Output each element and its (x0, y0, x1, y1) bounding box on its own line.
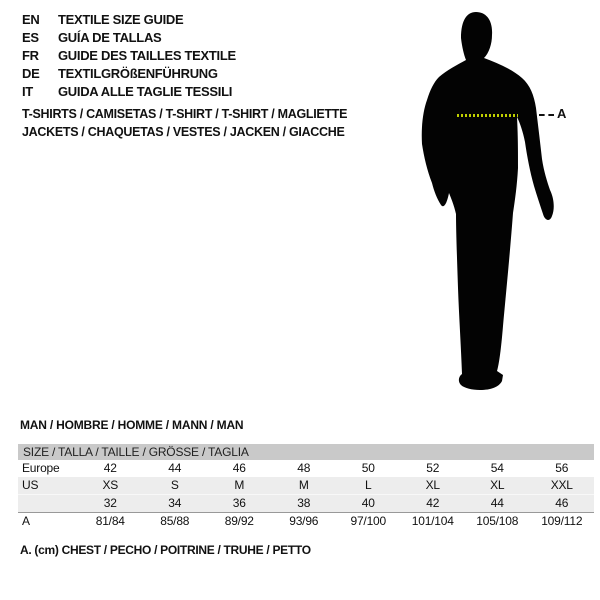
cell: XXL (530, 477, 595, 495)
cell: M (272, 477, 337, 495)
cell: 36 (207, 495, 272, 513)
cell: 44 (168, 461, 182, 475)
cell: XL (465, 477, 530, 495)
cell: 101/104 (411, 514, 454, 528)
chest-measure-dotted-line (457, 114, 518, 117)
table-row-europe (18, 460, 594, 477)
cell: 54 (490, 461, 504, 475)
language-title: GUÍA DE TALLAS (58, 30, 162, 45)
cell: 89/92 (224, 514, 254, 528)
language-row-en (22, 11, 236, 29)
language-code: IT (22, 84, 33, 99)
cell: XL (401, 477, 466, 495)
language-row-it (22, 83, 236, 101)
language-title: TEXTILGRÖßENFÜHRUNG (58, 66, 218, 81)
cell: 52 (426, 461, 440, 475)
cell: 40 (336, 495, 401, 513)
category-line-jackets: JACKETS / CHAQUETAS / VESTES / JACKEN / GIACCHE (22, 125, 345, 139)
language-code: ES (22, 30, 39, 45)
language-row-es (22, 29, 236, 47)
man-silhouette-svg (400, 8, 560, 390)
language-list (22, 11, 236, 101)
measure-label-a: A (557, 106, 567, 121)
cell: 56 (555, 461, 569, 475)
row-label (18, 495, 78, 513)
table-row-us (18, 477, 594, 495)
cell: M (207, 477, 272, 495)
cell: 34 (143, 495, 208, 513)
language-row-de (22, 65, 236, 83)
cell: XS (78, 477, 143, 495)
cell: 46 (232, 461, 246, 475)
row-label: US (18, 477, 78, 495)
cell: 32 (78, 495, 143, 513)
table-row-numeric (18, 495, 594, 513)
row-label: Europe (22, 461, 60, 475)
cell: 50 (361, 461, 375, 475)
row-label: A (22, 514, 30, 528)
cell: 42 (401, 495, 466, 513)
cell: 38 (272, 495, 337, 513)
size-table (18, 444, 594, 530)
cell: 48 (297, 461, 311, 475)
cell: 44 (465, 495, 530, 513)
cell: 81/84 (95, 514, 125, 528)
language-title: TEXTILE SIZE GUIDE (58, 12, 184, 27)
man-silhouette (400, 8, 560, 390)
language-code: FR (22, 48, 39, 63)
size-table-header-row (18, 444, 594, 460)
cell: 42 (103, 461, 117, 475)
size-table-header: SIZE / TALLA / TAILLE / GRÖSSE / TAGLIA (18, 444, 594, 460)
cell: L (336, 477, 401, 495)
category-list (22, 105, 347, 141)
measure-callout-dash (539, 114, 554, 116)
cell: 46 (530, 495, 595, 513)
section-heading-man: MAN / HOMBRE / HOMME / MANN / MAN (20, 418, 244, 432)
table-row-chest-a (18, 513, 594, 531)
footnote-chest: A. (cm) CHEST / PECHO / POITRINE / TRUHE / PETTO (20, 543, 311, 557)
cell: 85/88 (160, 514, 190, 528)
language-title: GUIDA ALLE TAGLIE TESSILI (58, 84, 233, 99)
cell: 93/96 (289, 514, 319, 528)
cell: S (143, 477, 208, 495)
cell: 109/112 (541, 514, 583, 528)
cell: 97/100 (350, 514, 386, 528)
cell: 105/108 (476, 514, 519, 528)
language-row-fr (22, 47, 236, 65)
language-title: GUIDE DES TAILLES TEXTILE (58, 48, 236, 63)
category-line-tshirts: T-SHIRTS / CAMISETAS / T-SHIRT / T-SHIRT / MAGLIETTE (22, 107, 348, 121)
language-code: DE (22, 66, 40, 81)
language-code: EN (22, 12, 40, 27)
